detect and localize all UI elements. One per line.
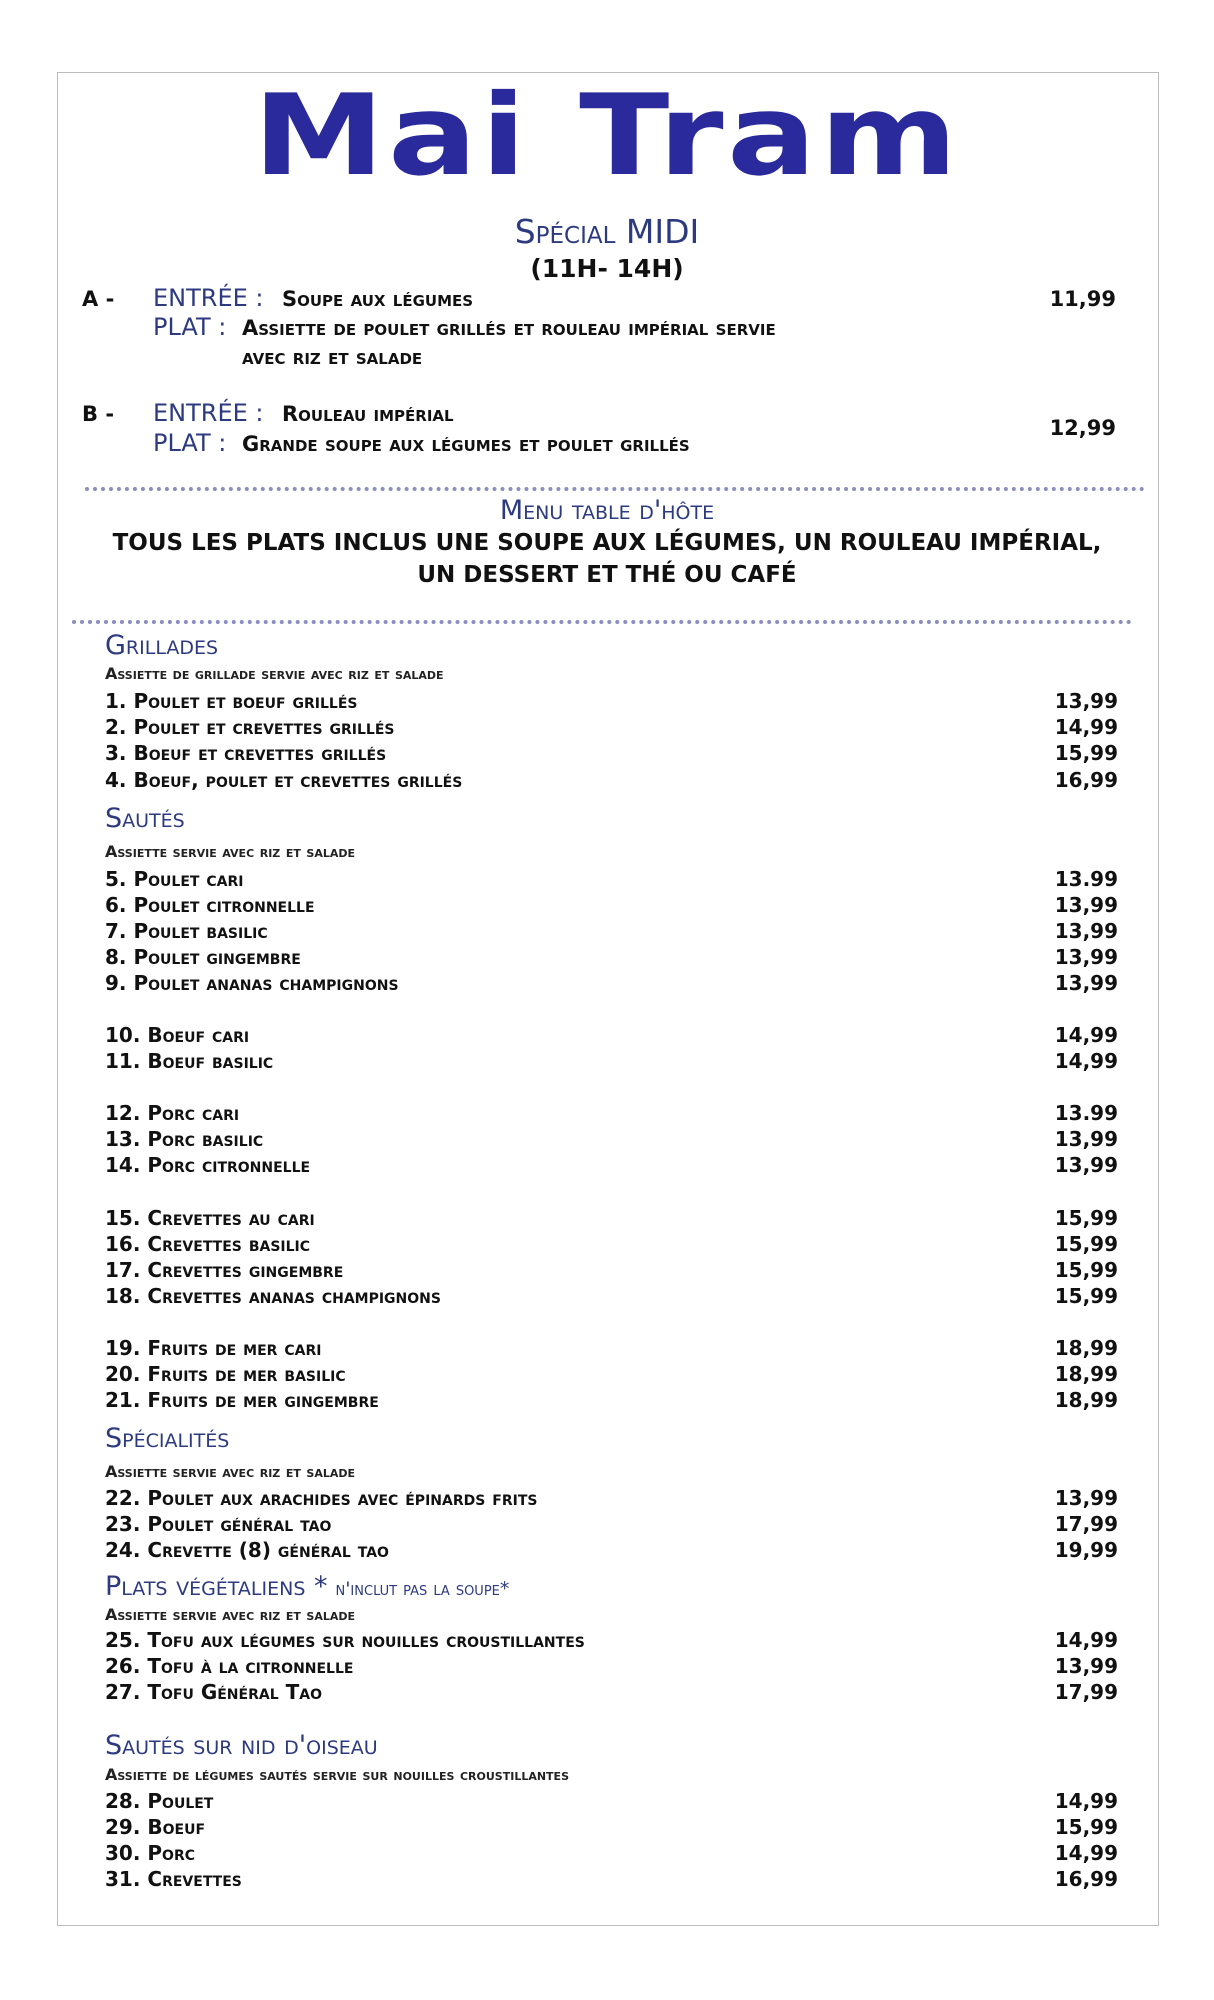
menu-item-price: 14,99 [1054, 1841, 1118, 1865]
section-subtitle: Assiette servie avec riz et salade [105, 1605, 356, 1624]
menu-item-name: 13. Porc basilic [105, 1127, 264, 1151]
menu-item-price: 14,99 [1054, 1049, 1118, 1073]
section-title-text: Plats végétaliens * [105, 1571, 328, 1602]
menu-item-price: 15,99 [1054, 1284, 1118, 1308]
section-subtitle: Assiette servie avec riz et salade [105, 842, 356, 861]
menu-item-name: 3. Boeuf et crevettes grillés [105, 741, 387, 765]
menu-item-price: 18,99 [1054, 1336, 1118, 1360]
option-b-price: 12,99 [1049, 416, 1116, 440]
menu-item-price: 14,99 [1054, 1023, 1118, 1047]
section-title: Spécialités [105, 1423, 230, 1454]
menu-item-name: 4. Boeuf, poulet et crevettes grillés [105, 768, 463, 792]
menu-item-name: 16. Crevettes basilic [105, 1232, 311, 1256]
menu-item-name: 27. Tofu Général Tao [105, 1680, 322, 1704]
menu-item-name: 5. Poulet cari [105, 867, 244, 891]
menu-item-price: 13,99 [1054, 919, 1118, 943]
menu-item-price: 13,99 [1054, 1127, 1118, 1151]
menu-item-price: 18,99 [1054, 1362, 1118, 1386]
menu-item-price: 15,99 [1054, 1258, 1118, 1282]
special-hours: (11H- 14H) [530, 254, 684, 283]
menu-item-name: 1. Poulet et boeuf grillés [105, 689, 358, 713]
menu-item-price: 14,99 [1054, 1628, 1118, 1652]
option-a-entree-label: ENTRÉE : [153, 284, 264, 312]
special-title: Spécial MIDI [514, 212, 700, 251]
menu-item-name: 11. Boeuf basilic [105, 1049, 274, 1073]
dotted-divider [72, 620, 1132, 624]
table-hote-title: Menu table d'hôte [499, 495, 715, 526]
menu-item-price: 15,99 [1054, 1206, 1118, 1230]
option-b-entree-label: ENTRÉE : [153, 399, 264, 427]
section-title: Sautés sur nid d'oiseau [105, 1730, 378, 1761]
menu-item-name: 31. Crevettes [105, 1867, 242, 1891]
menu-item-price: 16,99 [1054, 768, 1118, 792]
menu-item-name: 19. Fruits de mer cari [105, 1336, 322, 1360]
option-a-plat-line1: Assiette de poulet grillés et rouleau impérial servie [242, 316, 776, 340]
menu-item-price: 13.99 [1054, 867, 1118, 891]
dotted-divider [85, 487, 1145, 491]
menu-item-name: 28. Poulet [105, 1789, 214, 1813]
menu-item-name: 20. Fruits de mer basilic [105, 1362, 346, 1386]
menu-item-price: 14,99 [1054, 1789, 1118, 1813]
option-a-plat-label: PLAT : [153, 313, 227, 341]
menu-item-price: 15,99 [1054, 741, 1118, 765]
menu-item-name: 26. Tofu à la citronnelle [105, 1654, 354, 1678]
option-b-entree: Rouleau impérial [282, 402, 454, 426]
option-b-plat-line1: Grande soupe aux légumes et poulet grillés [242, 432, 690, 456]
menu-item-name: 15. Crevettes au cari [105, 1206, 315, 1230]
menu-item-name: 7. Poulet basilic [105, 919, 268, 943]
menu-item-price: 13,99 [1054, 1654, 1118, 1678]
menu-item-price: 13,99 [1054, 893, 1118, 917]
menu-item-price: 19,99 [1054, 1538, 1118, 1562]
menu-item-name: 10. Boeuf cari [105, 1023, 250, 1047]
option-a-price: 11,99 [1049, 287, 1116, 311]
option-b-label: B - [82, 402, 115, 426]
section-title: Sautés [105, 803, 185, 834]
table-hote-line1: TOUS LES PLATS INCLUS UNE SOUPE AUX LÉGUMES, UN ROULEAU IMPÉRIAL, [112, 530, 1102, 556]
restaurant-logo: Mai Tram [252, 71, 962, 201]
option-a-entree: Soupe aux légumes [282, 287, 474, 311]
menu-item-name: 24. Crevette (8) général tao [105, 1538, 389, 1562]
menu-item-name: 8. Poulet gingembre [105, 945, 301, 969]
menu-item-price: 15,99 [1054, 1815, 1118, 1839]
menu-item-price: 13,99 [1054, 689, 1118, 713]
option-a-plat-line2: avec riz et salade [242, 345, 423, 369]
menu-item-name: 21. Fruits de mer gingembre [105, 1388, 379, 1412]
menu-item-name: 9. Poulet ananas champignons [105, 971, 399, 995]
section-subtitle: Assiette de légumes sautés servie sur nouilles croustillantes [105, 1765, 569, 1784]
menu-item-name: 12. Porc cari [105, 1101, 240, 1125]
menu-item-name: 18. Crevettes ananas champignons [105, 1284, 441, 1308]
menu-item-name: 17. Crevettes gingembre [105, 1258, 344, 1282]
menu-item-name: 14. Porc citronnelle [105, 1153, 311, 1177]
menu-item-price: 17,99 [1054, 1680, 1118, 1704]
menu-item-name: 22. Poulet aux arachides avec épinards frits [105, 1486, 538, 1510]
section-note: n'inclut pas la soupe* [335, 1578, 510, 1600]
menu-item-name: 25. Tofu aux légumes sur nouilles croustillantes [105, 1628, 585, 1652]
menu-item-price: 18,99 [1054, 1388, 1118, 1412]
section-subtitle: Assiette de grillade servie avec riz et salade [105, 664, 444, 683]
menu-item-price: 17,99 [1054, 1512, 1118, 1536]
section-subtitle: Assiette servie avec riz et salade [105, 1462, 356, 1481]
menu-item-price: 13,99 [1054, 1153, 1118, 1177]
menu-item-price: 14,99 [1054, 715, 1118, 739]
option-b-plat-label: PLAT : [153, 429, 227, 457]
menu-item-price: 13.99 [1054, 1101, 1118, 1125]
section-title [105, 1571, 509, 1602]
menu-item-price: 13,99 [1054, 1486, 1118, 1510]
menu-item-price: 13,99 [1054, 945, 1118, 969]
menu-item-price: 13,99 [1054, 971, 1118, 995]
menu-item-price: 16,99 [1054, 1867, 1118, 1891]
menu-item-name: 6. Poulet citronnelle [105, 893, 315, 917]
table-hote-line2: UN DESSERT ET THÉ OU CAFÉ [417, 562, 797, 588]
option-a-label: A - [82, 287, 115, 311]
section-title: Grillades [105, 630, 219, 661]
menu-item-name: 23. Poulet général tao [105, 1512, 332, 1536]
menu-item-price: 15,99 [1054, 1232, 1118, 1256]
menu-item-name: 2. Poulet et crevettes grillés [105, 715, 395, 739]
menu-item-name: 29. Boeuf [105, 1815, 206, 1839]
menu-item-name: 30. Porc [105, 1841, 196, 1865]
